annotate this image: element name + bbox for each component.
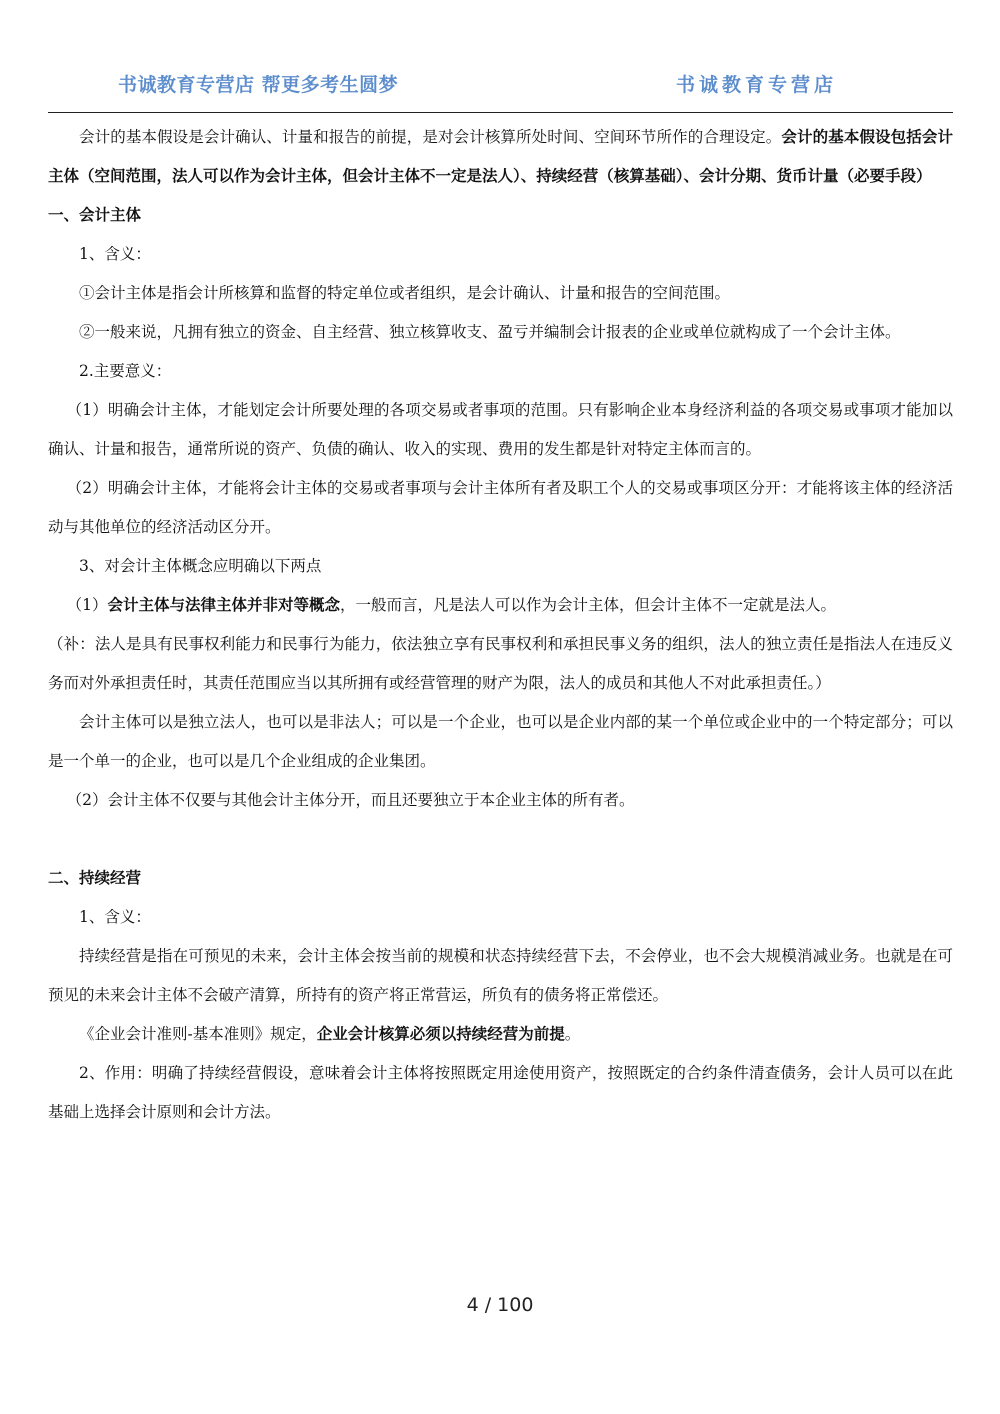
s1-point-1 [48,586,953,625]
document-body [48,118,953,1132]
s1-point-1-text: ，一般而言，凡是法人可以作为会计主体，但会计主体不一定就是法人。 [339,596,836,614]
s1-meaning-2: ②一般来说，凡拥有独立的资金、自主经营、独立核算收支、盈亏并编制会计报表的企业或单位就构成了一个会计主体。 [79,323,901,341]
page-number: 4 / 100 [466,1294,534,1316]
intro-bold-text: 会计的基本假设包括会计主体（空间范围，法人可以作为会计主体，但会计主体不一定是法人）、持续经营（核算基础）、会计分期、货币计量（必要手段） [48,128,953,185]
s1-point-1-number: （1） [66,596,108,614]
s2-meaning-heading: 1、含义： [79,908,151,926]
header-store-name: 书诚教育专营店 [676,74,838,96]
s1-supplement: （补：法人是具有民事权利能力和民事行为能力，依法独立享有民事权利和承担民事义务的组织，法人的独立责任是指法人在违反义务而对外承担责任时，其责任范围应当以其所拥有或经营管理的财产为限，法人的成员和其他人不对此承担责任。） [48,635,953,692]
s2-regulation-end: 。 [564,1025,581,1043]
intro-paragraph [48,118,953,196]
s1-significance-1: （1）明确会计主体，才能划定会计所要处理的各项交易或者事项的范围。只有影响企业本身经济利益的各项交易或事项才能加以确认、计量和报告，通常所说的资产、负债的确认、收入的实现、费用的发生都是针对特定主体而言的。 [48,401,953,458]
section-2-title: 二、持续经营 [48,869,142,887]
s2-function: 2、作用：明确了持续经营假设，意味着会计主体将按照既定用途使用资产，按照既定的合约条件清查债务，会计人员可以在此基础上选择会计原则和会计方法。 [48,1064,953,1121]
section-spacer [48,820,953,859]
s2-meaning-text: 持续经营是指在可预见的未来，会计主体会按当前的规模和状态持续经营下去，不会停业，也不会大规模消减业务。也就是在可预见的未来会计主体不会破产清算，所持有的资产将正常营运，所负有的债务将正常偿还。 [48,947,953,1004]
s2-regulation-text: 《企业会计准则-基本准则》规定， [79,1025,317,1043]
s1-points-heading: 3、对会计主体概念应明确以下两点 [79,557,322,575]
header-store-slogan: 书诚教育专营店 帮更多考生圆梦 [118,74,399,96]
s1-entity-types: 会计主体可以是独立法人，也可以是非法人；可以是一个企业，也可以是企业内部的某一个单位或企业中的一个特定部分；可以是一个单一的企业，也可以是几个企业组成的企业集团。 [48,713,953,770]
s2-regulation [48,1015,953,1054]
s1-meaning-heading: 1、含义： [79,245,151,263]
s1-point-2: （2）会计主体不仅要与其他会计主体分开，而且还要独立于本企业主体的所有者。 [66,791,635,809]
s1-point-1-bold: 会计主体与法律主体并非对等概念 [107,596,340,614]
page-header [0,70,1000,110]
s1-significance-heading: 2.主要意义： [79,362,172,380]
s2-regulation-bold: 企业会计核算必须以持续经营为前提 [316,1025,565,1043]
intro-text: 会计的基本假设是会计确认、计量和报告的前提，是对会计核算所处时间、空间环节所作的合理设定。 [79,128,782,146]
section-1-title: 一、会计主体 [48,206,142,224]
s1-meaning-1: ①会计主体是指会计所核算和监督的特定单位或者组织，是会计确认、计量和报告的空间范围。 [79,284,731,302]
header-divider [48,112,953,113]
s1-significance-2: （2）明确会计主体，才能将会计主体的交易或者事项与会计主体所有者及职工个人的交易或事项区分开：才能将该主体的经济活动与其他单位的经济活动区分开。 [48,479,953,536]
